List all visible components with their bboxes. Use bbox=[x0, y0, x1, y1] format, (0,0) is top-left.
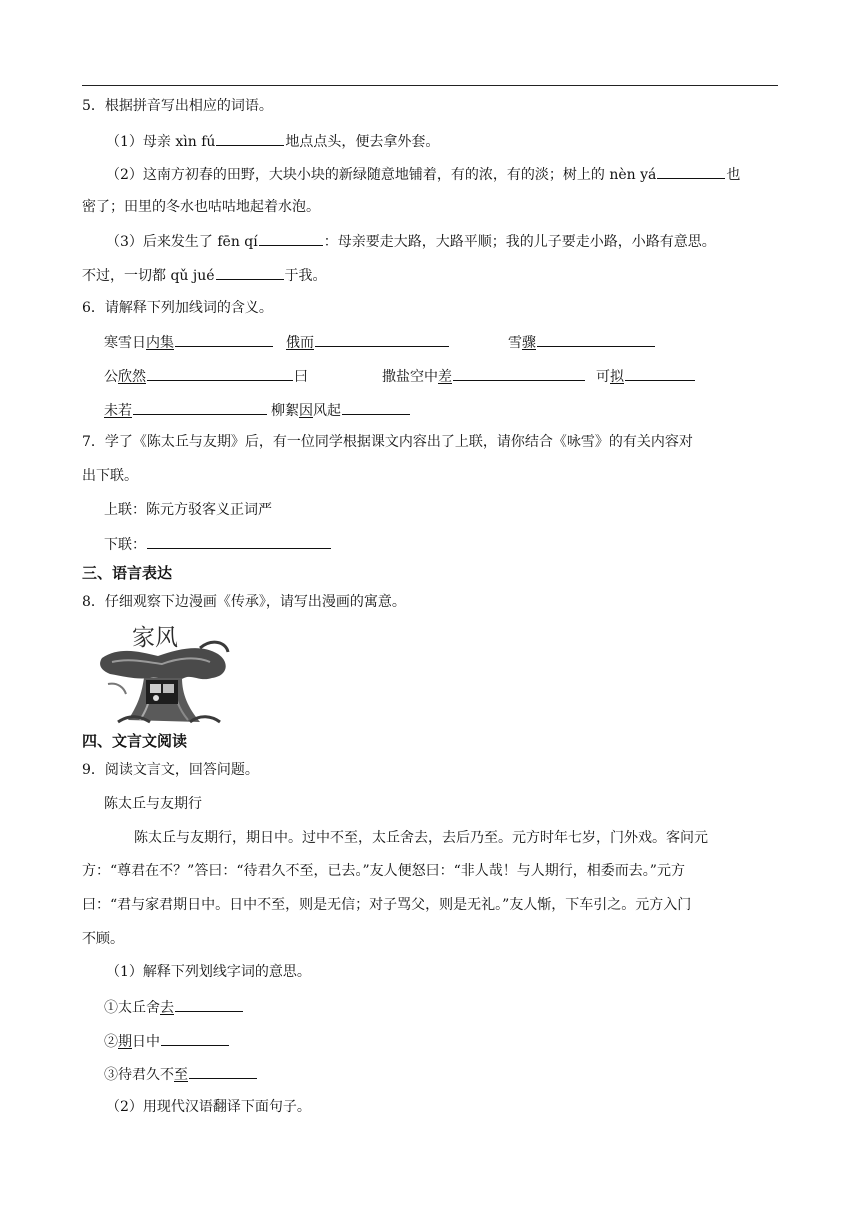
answer-blank[interactable] bbox=[175, 331, 273, 347]
q9-passage-line-2: 方：“尊君在不？”答曰：“待君久不至，已去。”友人便怒曰：“非人哉！与人期行，相委而去。”元方 bbox=[82, 863, 685, 879]
section-4-heading: 四、文言文阅读 bbox=[82, 732, 188, 750]
answer-blank[interactable] bbox=[625, 365, 695, 381]
q5-item-2: （2）这南方初春的田野，大块小块的新绿随意地铺着，有的浓，有的淡；树上的 nèn yá 也 bbox=[106, 163, 740, 185]
q5-item-2-cont: 密了；田里的冬水也咕咕地起着水泡。 bbox=[82, 199, 320, 215]
header-rule bbox=[82, 85, 778, 86]
q9-passage-line-1: 陈太丘与友期行，期日中。过中不至，太丘舍去，去后乃至。元方时年七岁，门外戏。客问元 bbox=[134, 830, 708, 846]
q9-sub-2: （2）用现代汉语翻译下面句子。 bbox=[106, 1099, 311, 1115]
answer-blank[interactable] bbox=[161, 1030, 229, 1046]
answer-blank[interactable] bbox=[259, 230, 323, 246]
answer-blank[interactable] bbox=[216, 264, 284, 280]
q9-stem: 9．阅读文言文，回答问题。 bbox=[82, 762, 259, 778]
q7-upper-couplet: 上联：陈元方驳客义正词严 bbox=[104, 502, 272, 518]
q6-word-1: 寒雪日内集 bbox=[104, 331, 274, 353]
answer-blank[interactable] bbox=[657, 163, 725, 179]
answer-blank[interactable] bbox=[147, 533, 331, 549]
q7-stem-line-1: 7．学了《陈太丘与友期》后，有一位同学根据课文内容出了上联，请你结合《咏雪》的有关内容对 bbox=[82, 434, 693, 450]
q9-sub-1: （1）解释下列划线字词的意思。 bbox=[106, 964, 311, 980]
q9-passage-title: 陈太丘与友期行 bbox=[104, 796, 202, 812]
q6-stem: 6．请解释下列加线词的含义。 bbox=[82, 300, 273, 316]
q6-word-2: 俄而 bbox=[286, 331, 450, 353]
answer-blank[interactable] bbox=[537, 331, 655, 347]
q7-stem-line-2: 出下联。 bbox=[82, 468, 138, 484]
answer-blank[interactable] bbox=[216, 130, 284, 146]
q6-word-3: 雪骤 bbox=[508, 331, 656, 353]
answer-blank[interactable] bbox=[315, 331, 449, 347]
q9-item-b: ②期日中 bbox=[104, 1030, 230, 1052]
q9-passage-line-4: 不顾。 bbox=[82, 931, 124, 947]
q6-word-4: 公欣然 曰 bbox=[104, 365, 308, 387]
answer-blank[interactable] bbox=[189, 1063, 257, 1079]
q6-word-7: 未若 bbox=[104, 399, 268, 421]
answer-blank[interactable] bbox=[133, 399, 267, 415]
answer-blank[interactable] bbox=[175, 996, 243, 1012]
q5-item-3-cont: 不过，一切都 qǔ jué 于我。 bbox=[82, 264, 327, 286]
q6-word-8: 柳絮因风起 bbox=[271, 399, 411, 421]
q5-stem: 5．根据拼音写出相应的词语。 bbox=[82, 98, 273, 114]
q9-item-c: ③待君久不至 bbox=[104, 1063, 258, 1085]
answer-blank[interactable] bbox=[342, 399, 410, 415]
q9-passage-line-3: 曰：“君与家君期日中。日中不至，则是无信；对子骂父，则是无礼。”友人惭，下车引之。元方入门 bbox=[82, 897, 692, 913]
section-3-heading: 三、语言表达 bbox=[82, 564, 173, 582]
q5-item-1: （1）母亲 xìn fú 地点点头，便去拿外套。 bbox=[106, 130, 439, 152]
comic-image bbox=[100, 618, 235, 724]
q7-lower-couplet: 下联： bbox=[104, 533, 332, 555]
q8-stem: 8．仔细观察下边漫画《传承》，请写出漫画的寓意。 bbox=[82, 594, 406, 610]
q6-word-5: 撒盐空中差 bbox=[382, 365, 586, 387]
comic-caption: 家风 bbox=[132, 625, 178, 651]
q6-word-6: 可拟 bbox=[596, 365, 696, 387]
answer-blank[interactable] bbox=[453, 365, 585, 381]
q5-item-3: （3）后来发生了 fēn qí ：母亲要走大路，大路平顺；我的儿子要走小路，小路有意思。 bbox=[106, 230, 716, 252]
answer-blank[interactable] bbox=[147, 365, 293, 381]
q9-item-a: ①太丘舍去 bbox=[104, 996, 244, 1018]
